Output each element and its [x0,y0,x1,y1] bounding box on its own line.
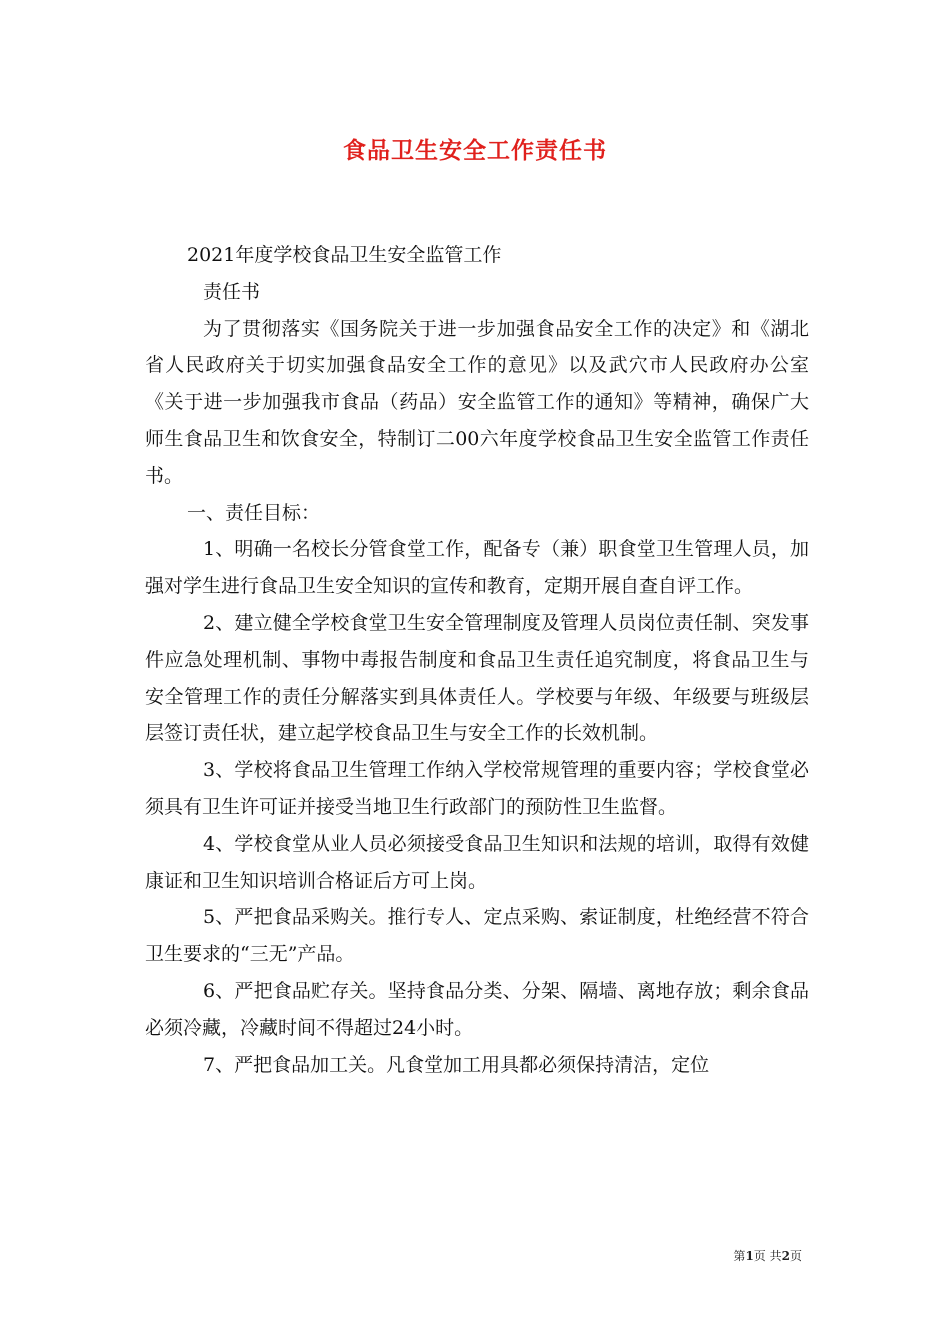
list-item: 5、严把食品采购关。推行专人、定点采购、索证制度，杜绝经营不符合卫生要求的“三无”产品。 [145,906,809,966]
list-item: 1、明确一名校长分管食堂工作，配备专（兼）职食堂卫生管理人员，加强对学生进行食品卫生安全知识的宣传和教育，定期开展自查自评工作。 [145,538,809,598]
footer-suffix: 页 [789,1249,802,1263]
footer-middle: 页 共 [753,1249,782,1263]
list-item: 2、建立健全学校食堂卫生安全管理制度及管理人员岗位责任制、突发事件应急处理机制、事物中毒报告制度和食品卫生责任追究制度，将食品卫生与安全管理工作的责任分解落实到具体责任人。学校要与年级、年级要与班级层层签订责任状，建立起学校食品卫生与安全工作的长效机制。 [145,611,809,745]
list-item: 3、学校将食品卫生管理工作纳入学校常规管理的重要内容；学校食堂必须具有卫生许可证并接受当地卫生行政部门的预防性卫生监督。 [145,759,809,818]
document-title: 食品卫生安全工作责任书 [343,137,607,164]
list-item: 7、严把食品加工关。凡食堂加工用具都必须保持清洁，定位 [203,1053,710,1076]
footer-total-pages: 2 [781,1249,790,1263]
document-body [145,237,809,1083]
subtitle-line-1: 2021年度学校食品卫生安全监管工作 [187,244,502,266]
list-item: 4、学校食堂从业人员必须接受食品卫生知识和法规的培训，取得有效健康证和卫生知识培训合格证后方可上岗。 [145,832,809,892]
subtitle-line-2: 责任书 [203,280,261,303]
intro-paragraph: 为了贯彻落实《国务院关于进一步加强食品安全工作的决定》和《湖北省人民政府关于切实加强食品安全工作的意见》以及武穴市人民政府办公室《关于进一步加强我市食品（药品）安全监管工作的通知》等精神，确保广大师生食品卫生和饮食安全，特制订二00六年度学校食品卫生安全监管工作责任书。 [145,317,809,487]
footer-prefix: 第 [733,1249,746,1263]
section-heading: 一、责任目标： [187,501,321,524]
list-item: 6、严把食品贮存关。坚持食品分类、分架、隔墙、离地存放；剩余食品必须冷藏，冷藏时间不得超过24小时。 [145,979,809,1039]
page-number-footer [733,1247,802,1264]
footer-current-page: 1 [745,1249,754,1263]
